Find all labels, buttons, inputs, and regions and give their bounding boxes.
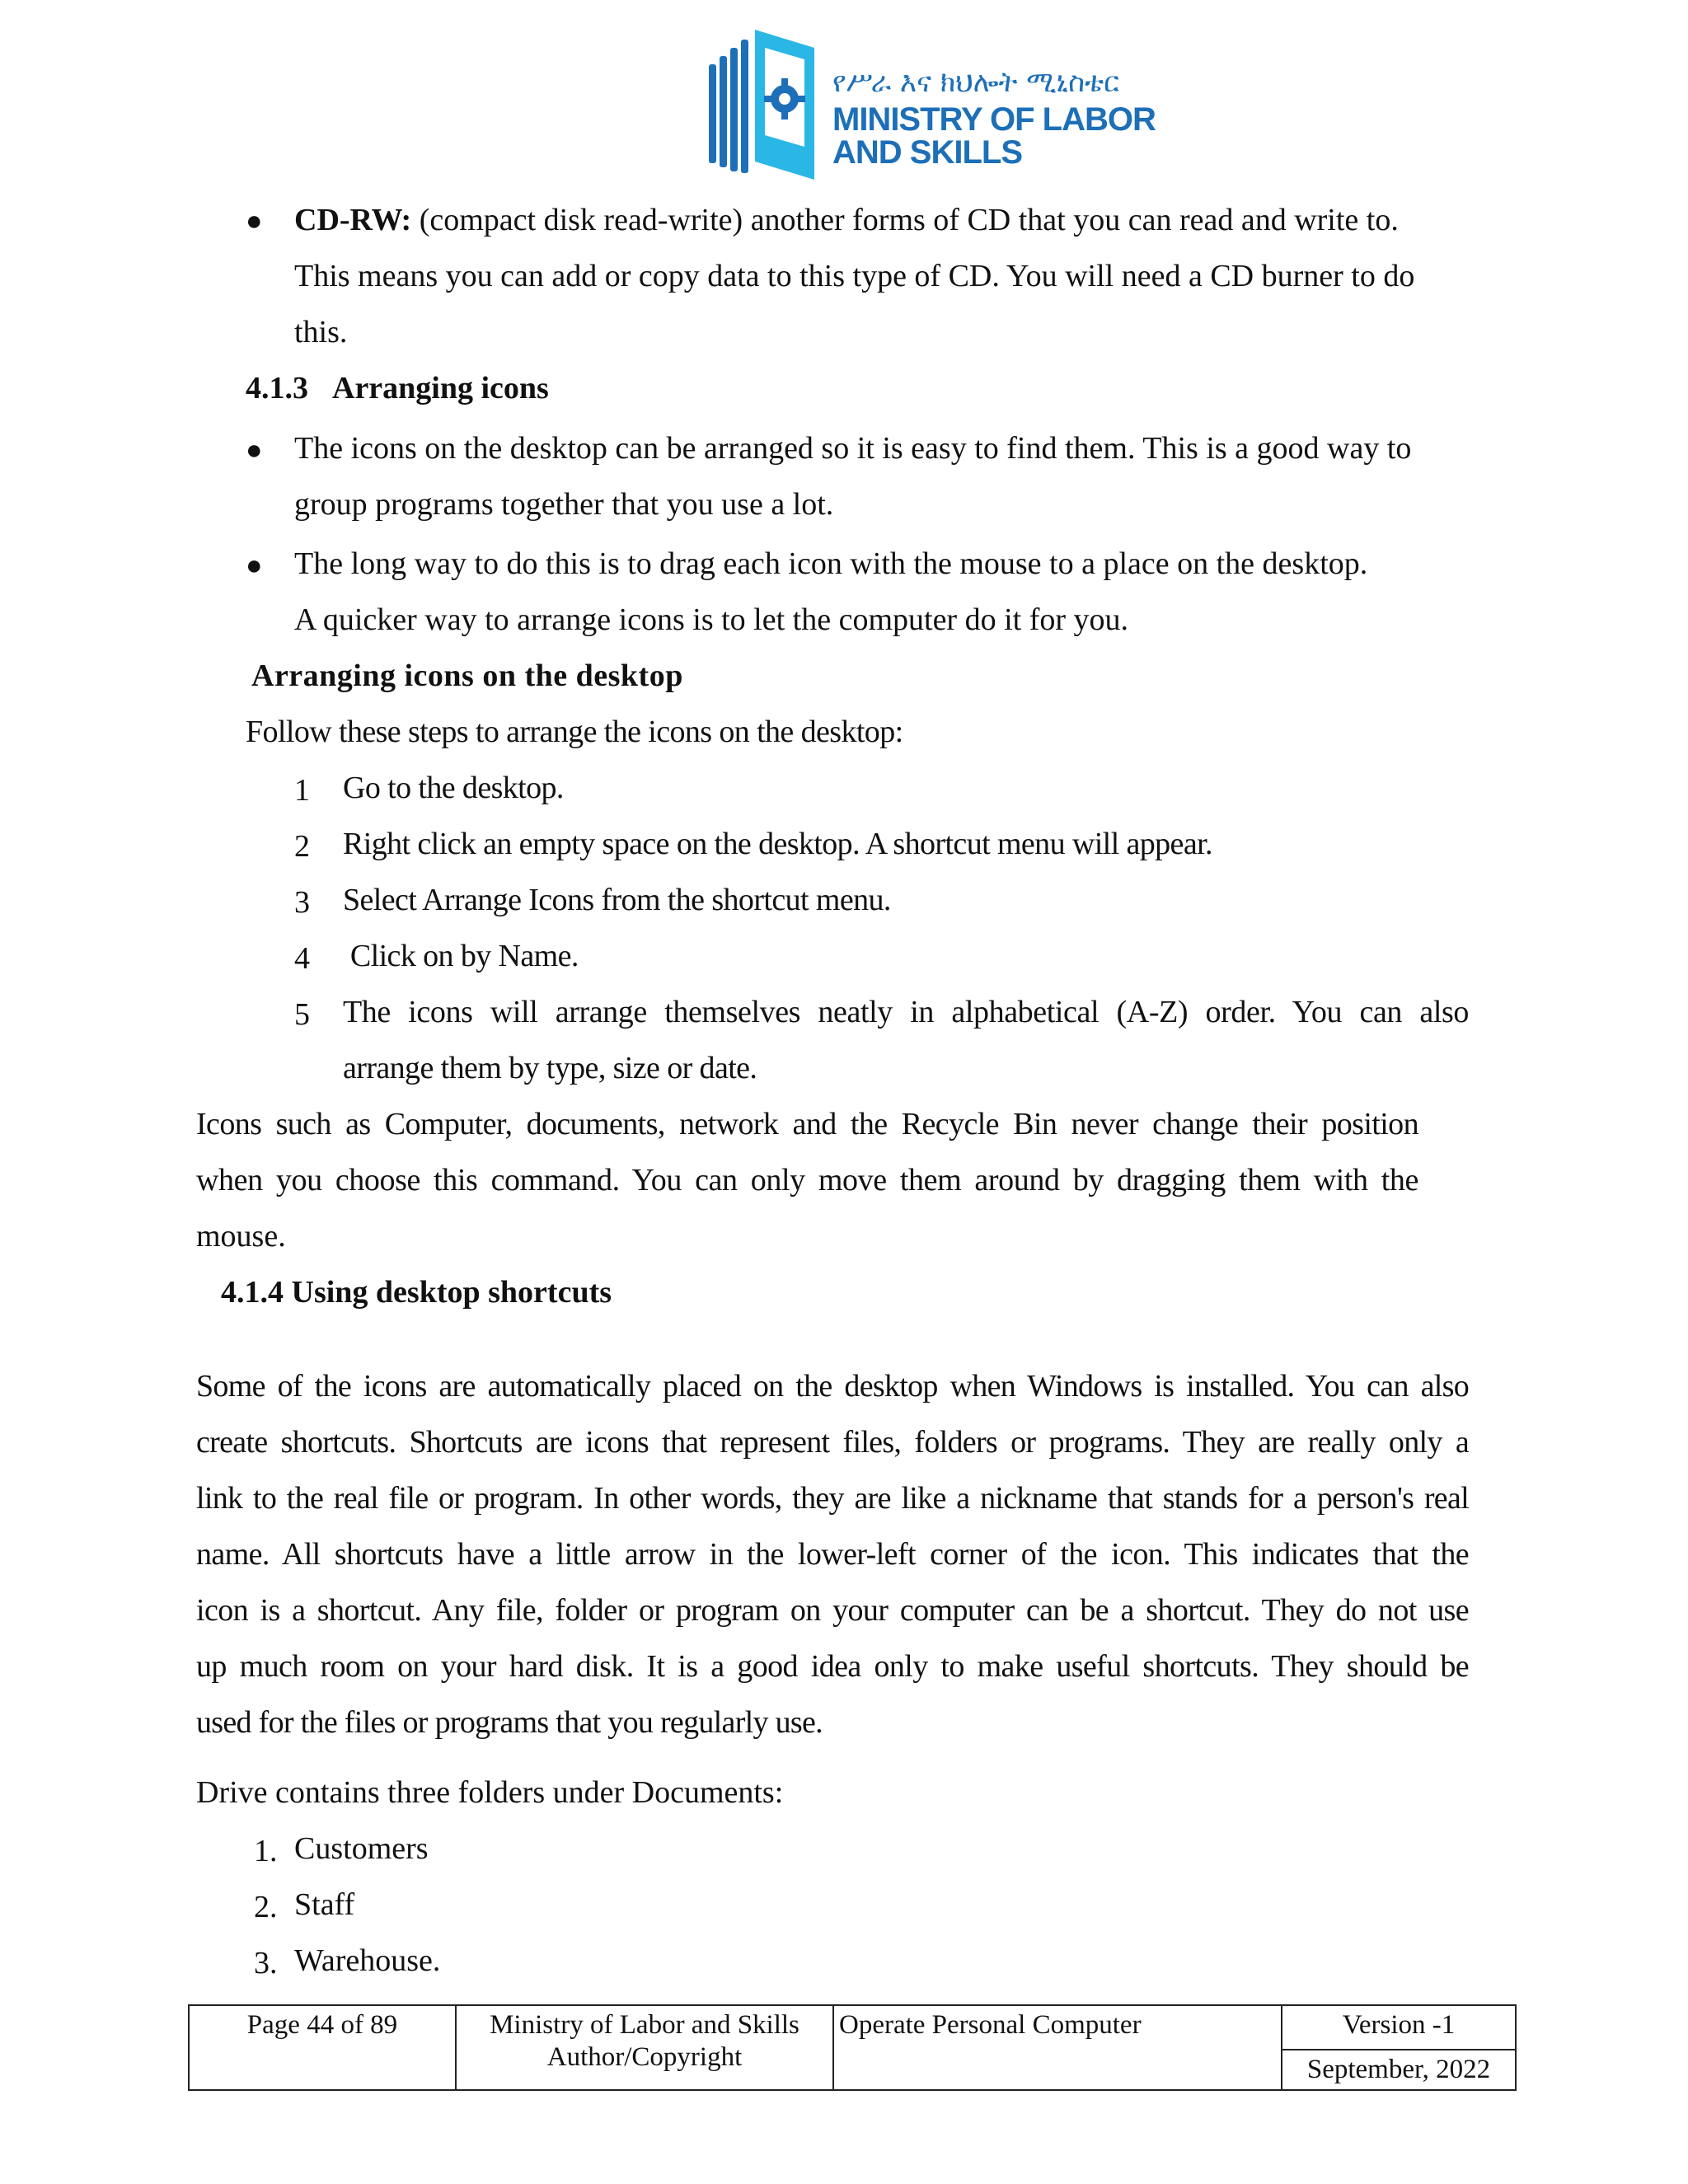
logo-amharic-text: የሥራ እና ክህሎት ሚኒስቴር: [832, 66, 1119, 99]
page-number-text: Page 44 of 89: [246, 2010, 398, 2040]
footer-table: [188, 2004, 1517, 2091]
drive-intro: Drive contains three folders under Documents:: [196, 1775, 784, 1810]
footer-page-number: [189, 2005, 456, 2090]
bullet-2-line-1: The long way to do this is to drag each icon with the mouse to a place on the desktop.: [294, 546, 1368, 581]
folder-number: 2.: [254, 1890, 278, 1924]
folder-name: Warehouse.: [294, 1943, 441, 1978]
date-text: September, 2022: [1306, 2055, 1491, 2084]
version-text: Version -1: [1342, 2010, 1456, 2040]
paragraph-line: icon is a shortcut. Any file, folder or program on your computer can be a shortcut. They do not use: [196, 1593, 1469, 1628]
cdrw-line-2: This means you can add or copy data to this type of CD. You will need a CD burner to do: [294, 259, 1415, 293]
author-line-1: Ministry of Labor and Skills: [490, 2010, 799, 2040]
page-footer: [188, 2004, 1517, 2090]
note-line-1: Icons such as Computer, documents, network and the Recycle Bin never change their position: [196, 1107, 1418, 1141]
cdrw-term: CD-RW:: [294, 203, 412, 237]
bullet-2-line-2: A quicker way to arrange icons is to let the computer do it for you.: [294, 602, 1129, 637]
step-number: 2: [294, 829, 310, 864]
step-text-continued: arrange them by type, size or date.: [343, 1051, 757, 1085]
steps-intro: Follow these steps to arrange the icons on the desktop:: [246, 715, 903, 749]
document-title: Operate Personal Computer: [839, 2010, 1142, 2040]
step-text: Select Arrange Icons from the shortcut menu.: [343, 883, 891, 917]
paragraph-line: link to the real file or program. In other words, they are like a nickname that stands for a person's real: [196, 1481, 1469, 1516]
cdrw-definition: (compact disk read-write) another forms of CD that you can read and write to.: [411, 203, 1399, 237]
paragraph-line: used for the files or programs that you regularly use.: [196, 1705, 823, 1740]
cdrw-line-3: this.: [294, 315, 348, 349]
step-text: Go to the desktop.: [343, 771, 564, 805]
section-heading-4-1-4: 4.1.4 Using desktop shortcuts: [221, 1275, 612, 1310]
note-line-3: mouse.: [196, 1219, 286, 1254]
footer-title: [833, 2005, 1282, 2090]
author-line-2: Author/Copyright: [546, 2041, 743, 2072]
logo-line-1: MINISTRY OF LABOR: [832, 101, 1156, 138]
footer-author: [456, 2005, 833, 2090]
subheading: Arranging icons on the desktop: [251, 658, 683, 693]
paragraph-line: create shortcuts. Shortcuts are icons that represent files, folders or programs. They are really only a: [196, 1425, 1469, 1460]
step-text: Right click an empty space on the desktop. A shortcut menu will appear.: [343, 827, 1212, 861]
step-number: 1: [294, 773, 310, 808]
step-text: Click on by Name.: [343, 939, 579, 973]
step-number: 5: [294, 997, 310, 1032]
step-text: The icons will arrange themselves neatly in alphabetical (A-Z) order. You can also: [343, 995, 1469, 1029]
bullet-dot: ●: [246, 435, 263, 466]
ministry-logo: [707, 23, 1156, 180]
cdrw-line-1: [294, 204, 1399, 236]
step-number: 4: [294, 941, 310, 976]
bullet-1-line-2: group programs together that you use a lot.: [294, 487, 834, 522]
paragraph-line: up much room on your hard disk. It is a good idea only to make useful shortcuts. They should be: [196, 1649, 1469, 1684]
folder-number: 3.: [254, 1946, 278, 1980]
folder-name: Staff: [294, 1887, 355, 1922]
paragraph-line: Some of the icons are automatically placed on the desktop when Windows is installed. You can also: [196, 1369, 1469, 1404]
bullet-dot: ●: [246, 551, 263, 581]
note-line-2: when you choose this command. You can only move them around by dragging them with the: [196, 1163, 1418, 1197]
bullet-dot: ●: [246, 206, 263, 237]
folder-number: 1.: [254, 1834, 278, 1868]
footer-date: [1282, 2050, 1516, 2090]
section-number: 4.1.3: [246, 371, 308, 405]
section-title: Arranging icons: [332, 371, 549, 405]
step-number: 3: [294, 885, 310, 920]
bullet-1-line-1: The icons on the desktop can be arranged so it is easy to find them. This is a good way to: [294, 431, 1412, 466]
footer-version: [1282, 2005, 1516, 2050]
folder-name: Customers: [294, 1831, 429, 1866]
ministry-logo-icon: [707, 23, 831, 180]
paragraph-line: name. All shortcuts have a little arrow in the lower-left corner of the icon. This indicates that the: [196, 1537, 1469, 1572]
logo-line-2: AND SKILLS: [832, 134, 1022, 171]
